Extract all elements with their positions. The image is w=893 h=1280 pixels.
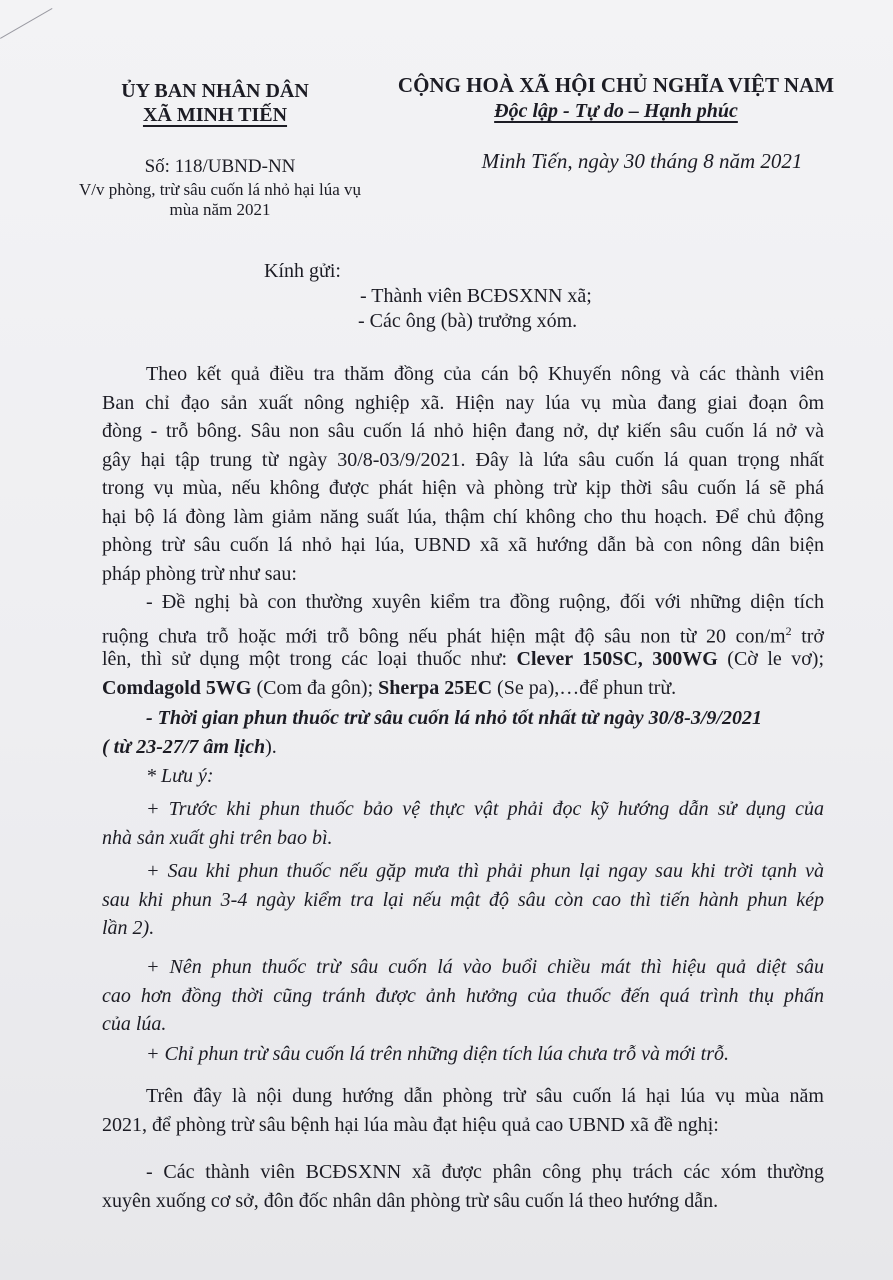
place-date: Minh Tiến, ngày 30 tháng 8 năm 2021 [481, 149, 803, 173]
subject-line-1: V/v phòng, trừ sâu cuốn lá nhỏ hại lúa vụ [78, 180, 362, 199]
paragraph-intro [102, 360, 824, 588]
text-line: - Thời gian phun thuốc trừ sâu cuốn lá nhỏ tốt nhất từ ngày 30/8-3/9/2021 [146, 707, 762, 729]
text-line: trong vụ mùa, nếu không được phát hiện và phòng trừ kịp thời sâu cuốn lá sẽ phá [102, 477, 824, 499]
nation-motto [388, 100, 844, 123]
note-title [102, 762, 824, 791]
text-segment: ruộng chưa trỗ hoặc mới trỗ bông nếu phát hiện mật độ sâu non từ 20 con/m [102, 625, 786, 648]
text-line: lần 2). [102, 917, 155, 939]
text-line: Trên đây là nội dung hướng dẫn phòng trừ sâu cuốn lá hại lúa vụ mùa năm [146, 1085, 824, 1107]
text-line: nhà sản xuất ghi trên bao bì. [102, 826, 333, 849]
text-segment: trở [791, 625, 824, 648]
paragraph-recommendation [102, 588, 824, 702]
recipient-item: - Thành viên BCĐSXNN xã; [360, 285, 592, 307]
product-name: Sherpa 25EC [378, 676, 493, 699]
product-name: Comdagold 5WG [102, 676, 252, 699]
text-line: Ban chỉ đạo sản xuất nông nghiệp xã. Hiện nay lúa vụ mùa đang giai đoạn ôm [102, 391, 824, 414]
paper-fold-mark [0, 8, 72, 74]
nation-motto-text: Độc lập - Tự do – Hạnh phúc [494, 100, 738, 122]
paragraph-assignment [102, 1158, 824, 1215]
text-line: của lúa. [102, 1013, 167, 1035]
text-line: sau khi phun 3-4 ngày kiểm tra lại nếu mật độ sâu còn cao thì tiến hành phun kép [102, 888, 824, 911]
text-segment: (Com đa gôn); [251, 676, 379, 699]
org-commune-text: XÃ MINH TIẾN [142, 104, 288, 126]
org-name: ỦY BAN NHÂN DÂN [121, 80, 309, 102]
paragraph-timing [102, 704, 824, 761]
text-line: pháp phòng trừ như sau: [102, 562, 297, 585]
note-item [102, 953, 824, 1039]
text-line: xuyên xuống cơ sở, đôn đốc nhân dân phòng trừ sâu cuốn lá theo hướng dẫn. [102, 1189, 719, 1212]
recipient-item: - Các ông (bà) trưởng xóm. [358, 310, 578, 332]
paragraph-summary [102, 1082, 824, 1139]
subject-line-2: mùa năm 2021 [169, 200, 271, 219]
document-number: Số: 118/UBND-NN [144, 156, 296, 177]
text-line [102, 733, 824, 762]
note-item [102, 1040, 824, 1069]
text-line: cao hơn đồng thời cũng tránh được ảnh hưởng của thuốc đến quá trình thụ phấn [102, 984, 824, 1007]
text-segment: lên, thì sử dụng một trong các loại thuốc như: [102, 648, 517, 670]
text-line: + Chỉ phun trừ sâu cuốn lá trên những diện tích lúa chưa trỗ và mới trỗ. [146, 1043, 729, 1065]
text-segment: ). [265, 735, 277, 758]
text-line: Theo kết quả điều tra thăm đồng của cán bộ Khuyến nông và các thành viên [146, 363, 824, 385]
text-line: hại bộ lá đòng làm giảm năng suất lúa, thậm chí không cho thu hoạch. Để chủ động [102, 505, 824, 528]
text-line: phòng trừ sâu cuốn lá nhỏ hại lúa, UBND xã xã hướng dẫn bà con nông dân biện [102, 534, 824, 556]
text-line: - Các thành viên BCĐSXNN xã được phân công phụ trách các xóm thường [146, 1161, 824, 1183]
text-line: gây hại tập trung từ ngày 30/8-03/9/2021. Đây là lứa sâu cuốn lá quan trọng nhất [102, 448, 824, 471]
greeting: Kính gửi: [264, 260, 341, 282]
text-line: 2021, để phòng trừ sâu bệnh hại lúa màu đạt hiệu quả cao UBND xã đề nghị: [102, 1113, 719, 1136]
note-item [102, 795, 824, 852]
text-line: + Nên phun thuốc trừ sâu cuốn lá vào buổi chiều mát thì hiệu quả diệt sâu [146, 956, 824, 978]
text-segment: ( từ 23-27/7 âm lịch [102, 735, 266, 758]
text-segment: (Se pa),…để phun trừ. [492, 676, 677, 699]
org-commune [100, 104, 330, 127]
text-line: * Lưu ý: [146, 765, 214, 787]
text-line: - Đề nghị bà con thường xuyên kiểm tra đồng ruộng, đối với những diện tích [146, 591, 824, 613]
superscript: 2 [785, 623, 792, 638]
text-line: đòng - trỗ bông. Sâu non sâu cuốn lá nhỏ hiện đang nở, dự kiến sâu cuốn lá nở và [102, 420, 824, 442]
nation-title: CỘNG HOÀ XÃ HỘI CHỦ NGHĨA VIỆT NAM [397, 73, 835, 97]
text-line: + Trước khi phun thuốc bảo vệ thực vật phải đọc kỹ hướng dẫn sử dụng của [146, 798, 824, 820]
text-line [102, 645, 824, 674]
text-line [102, 674, 824, 703]
text-line: + Sau khi phun thuốc nếu gặp mưa thì phải phun lại ngay sau khi trời tạnh và [146, 860, 824, 882]
product-name: Clever 150SC, 300WG [516, 648, 718, 670]
note-item [102, 857, 824, 943]
text-line [102, 617, 824, 646]
text-segment: (Cờ le vơ); [717, 648, 824, 670]
